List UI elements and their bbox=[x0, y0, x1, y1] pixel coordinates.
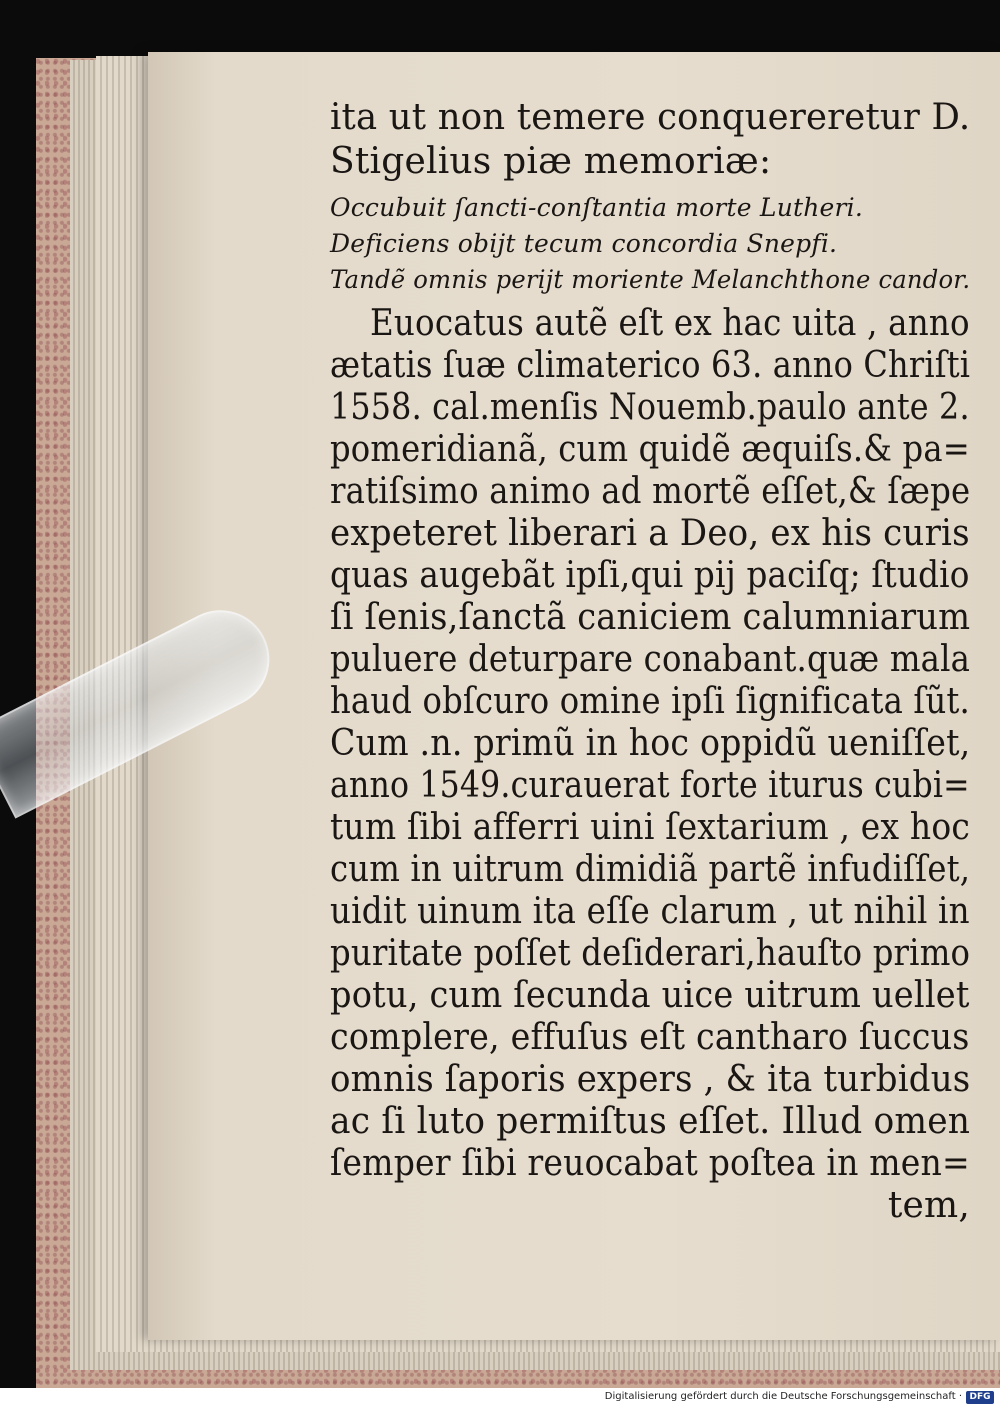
text-line: tum ſibi afferri uini ſextarium , ex hoc bbox=[330, 807, 971, 848]
text-line: ratiſsimo animo ad mortẽ eſſet,& ſæpe bbox=[330, 471, 971, 512]
footer-credit: Digitalisierung gefördert durch die Deutsche Forschungsgemeinschaft · bbox=[604, 1391, 962, 1402]
text-line: expeteret liberari a Deo, ex his curis bbox=[330, 513, 970, 554]
text-line: ſi ſenis,ſanctã caniciem calumniarum bbox=[330, 597, 971, 638]
text-line: ætatis ſuæ climaterico 63. anno Chriſti bbox=[330, 345, 971, 386]
text-line: pomeridianã, cum quidẽ æquiſs.& pa= bbox=[330, 429, 970, 470]
text-line: ita ut non temere conquereretur D. bbox=[330, 97, 971, 138]
text-line: puritate poſſet deſiderari,hauſto primo bbox=[330, 933, 971, 974]
dfg-logo-icon: DFG bbox=[966, 1391, 994, 1404]
catchword: tem, bbox=[887, 1185, 970, 1226]
verse-line: Deficiens obijt tecum concordia Snepfi. bbox=[330, 229, 838, 258]
text-line: potu, cum ſecunda uice uitrum uellet bbox=[330, 975, 970, 1016]
text-line: 1558. cal.menſis Nouemb.paulo ante 2. bbox=[330, 387, 970, 428]
text-line: Cum .n. primũ in hoc oppidũ ueniſſet, bbox=[330, 723, 971, 764]
text-line: complere, effuſus eſt cantharo ſuccus bbox=[330, 1017, 970, 1058]
text-line: ſemper ſibi reuocabat poſtea in men= bbox=[330, 1143, 970, 1184]
text-line: Stigelius piæ memoriæ: bbox=[330, 141, 772, 182]
verse-line: Occubuit ſancti-conſtantia morte Lutheri. bbox=[330, 193, 864, 222]
verse-line: Tandẽ omnis perijt moriente Melanchthone candor. bbox=[330, 265, 971, 294]
text-line: cum in uitrum dimidiã partẽ infudiſſet, bbox=[330, 849, 971, 890]
text-line: puluere deturpare conabant.quæ mala bbox=[330, 639, 971, 680]
text-line: Euocatus autẽ eſt ex hac uita , anno bbox=[370, 303, 970, 344]
text-line: uidit uinum ita eſſe clarum , ut nihil in bbox=[330, 891, 970, 932]
text-line: quas augebãt ipſi,qui pij paciſq; ſtudio bbox=[330, 555, 970, 596]
text-line: anno 1549.curauerat forte iturus cubi= bbox=[330, 765, 970, 806]
text-line: ac ſi luto permiſtus eſſet. Illud omen bbox=[330, 1101, 971, 1142]
footer-bar bbox=[0, 1388, 1000, 1408]
text-line: haud obſcuro omine ipſi ſignificata ſũt. bbox=[330, 681, 970, 722]
text-line: omnis ſaporis expers , & ita turbidus bbox=[330, 1059, 971, 1100]
